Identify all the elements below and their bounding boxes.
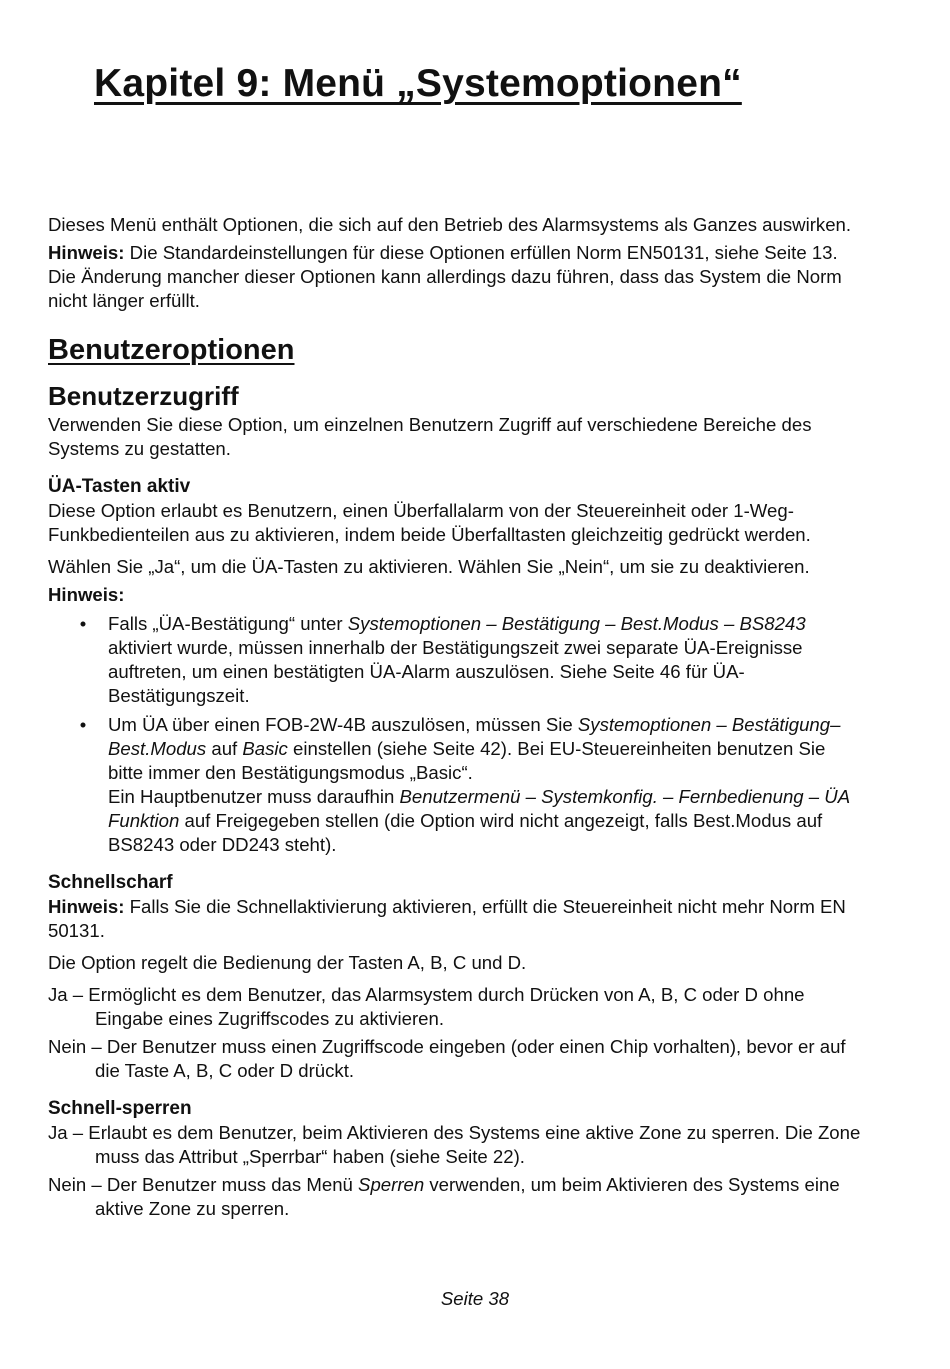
bullet-text: Um ÜA über einen FOB-2W-4B auszulösen, müssen Sie xyxy=(108,714,578,735)
ua-tasten-paragraph-2: Wählen Sie „Ja“, um die ÜA-Tasten zu aktivieren. Wählen Sie „Nein“, um sie zu deaktivieren. xyxy=(48,556,810,577)
ua-tasten-paragraph-1: Diese Option erlaubt es Benutzern, einen Überfallalarm von der Steuereinheit oder 1-Weg-Funkbedienteilen aus zu aktivieren, indem beide Überfalltasten gleichzeitig gedrückt werden. xyxy=(48,500,811,545)
note-text: Falls Sie die Schnellaktivierung aktivieren, erfüllt die Steuereinheit nicht mehr Norm EN 50131. xyxy=(48,896,846,941)
bullet-text: auf xyxy=(206,738,243,759)
subsection-heading-benutzerzugriff: Benutzerzugriff xyxy=(48,381,239,411)
section-heading-benutzeroptionen: Benutzeroptionen xyxy=(48,334,295,366)
bullet-text: einstellen (siehe Seite 42). Bei EU-Steuereinheiten benutzen Sie bitte immer den Bestätigungsmodus „Basic“. xyxy=(108,738,826,783)
bullet-icon: • xyxy=(79,613,87,634)
schnellscharf-paragraph: Die Option regelt die Bedienung der Tasten A, B, C und D. xyxy=(48,952,527,973)
heading-ua-tasten: ÜA-Tasten aktiv xyxy=(48,476,191,497)
note-text: Die Standardeinstellungen für diese Optionen erfüllen Norm EN50131, siehe Seite 13. Die Änderung mancher dieser Optionen kann allerdings dazu führen, dass das System die Norm nicht länger erfüllt. xyxy=(48,242,842,311)
bullet-text: Ein Hauptbenutzer muss daraufhin xyxy=(108,786,400,807)
menu-path: Systemoptionen – Bestätigung – Best.Modus – BS8243 xyxy=(347,613,806,634)
option-text: Nein – Der Benutzer muss das Menü xyxy=(48,1174,359,1195)
page-number: Seite 38 xyxy=(440,1288,510,1309)
bullet-text: aktiviert wurde, müssen innerhalb der Bestätigungszeit zwei separate ÜA-Ereignisse auftreten, um einen bestätigten ÜA-Alarm auszulösen. Siehe Seite 46 für ÜA-Bestätigungszeit. xyxy=(108,637,803,706)
note-label: Hinweis: xyxy=(48,242,125,263)
bullet-text: auf Freigegeben stellen (die Option wird nicht angezeigt, falls Best.Modus auf BS8243 oder DD243 steht). xyxy=(108,810,823,855)
menu-path: Benutzermenü – Systemkonfig. – Fernbedienung – ÜA Funktion xyxy=(108,786,850,831)
intro-paragraph: Dieses Menü enthält Optionen, die sich auf den Betrieb des Alarmsystems als Ganzes auswirken. xyxy=(48,214,852,235)
schnell-sperren-option-nein xyxy=(48,1173,863,1221)
bullet-text: Falls „ÜA-Bestätigung“ unter xyxy=(108,613,348,634)
ua-tasten-note-label: Hinweis: xyxy=(48,584,125,605)
note-label: Hinweis: xyxy=(48,896,125,917)
bullet-icon: • xyxy=(79,714,87,735)
list-item xyxy=(48,713,863,857)
menu-name: Sperren xyxy=(358,1174,425,1195)
intro-note xyxy=(48,241,863,313)
chapter-title: Kapitel 9: Menü „Systemoptionen“ xyxy=(94,62,742,105)
heading-schnellscharf: Schnellscharf xyxy=(48,872,173,893)
option-text: verwenden, um beim Aktivieren des Systems eine aktive Zone zu sperren. xyxy=(95,1174,840,1219)
list-item xyxy=(48,612,863,708)
schnellscharf-note xyxy=(48,895,863,943)
menu-path: Systemoptionen – Bestätigung– Best.Modus xyxy=(108,714,841,759)
heading-schnell-sperren: Schnell-sperren xyxy=(48,1098,192,1119)
schnell-sperren-option-ja: Ja – Erlaubt es dem Benutzer, beim Aktivieren des Systems eine aktive Zone zu sperren. Die Zone muss das Attribut „Sperrbar“ haben (siehe Seite 22). xyxy=(48,1122,861,1167)
ua-tasten-bullet-list xyxy=(48,612,863,857)
benutzerzugriff-text: Verwenden Sie diese Option, um einzelnen Benutzern Zugriff auf verschiedene Bereiche des Systems zu gestatten. xyxy=(48,414,812,459)
schnellscharf-option-nein: Nein – Der Benutzer muss einen Zugriffscode eingeben (oder einen Chip vorhalten), bevor er auf die Taste A, B, C oder D drückt. xyxy=(48,1036,846,1081)
schnellscharf-option-ja: Ja – Ermöglicht es dem Benutzer, das Alarmsystem durch Drücken von A, B, C oder D ohne Eingabe eines Zugriffscodes zu aktivieren. xyxy=(48,984,805,1029)
menu-value: Basic xyxy=(242,738,288,759)
page-content xyxy=(48,213,863,1221)
